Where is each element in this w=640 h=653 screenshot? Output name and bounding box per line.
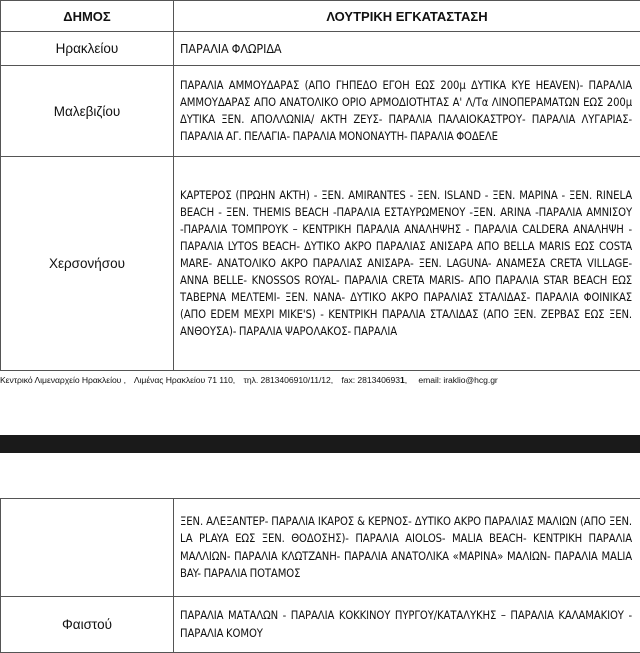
header-municipality: ΔΗΜΟΣ bbox=[1, 1, 174, 32]
table-row bbox=[1, 157, 640, 371]
header-bathing-facility: ΛΟΥΤΡΙΚΗ ΕΓΚΑΤΑΣΤΑΣΗ bbox=[174, 1, 640, 32]
beaches-cell: ΠΑΡΑΛΙΑ ΜΑΤΑΛΩΝ - ΠΑΡΑΛΙΑ ΚΟΚΚΙΝΟΥ ΠΥΡΓΟΥ/ΚΑΤΑΛΥΚΗΣ – ΠΑΡΑΛΙΑ ΚΑΛΑΜΑΚΙΟΥ - ΠΑΡΑΛΙΑ ΚΟΜΟΥ bbox=[174, 597, 640, 653]
table-row bbox=[1, 597, 640, 653]
municipality-cell: Ηρακλείου bbox=[1, 32, 174, 66]
table-row bbox=[1, 66, 640, 157]
municipality-cell bbox=[1, 499, 174, 597]
page-divider bbox=[0, 435, 640, 453]
footer-fax-bold: 1 bbox=[400, 375, 405, 385]
beaches-cell: ΚΑΡΤΕΡΟΣ (ΠΡΩΗΝ ΑΚΤΗ) - ΞΕΝ. AMIRANTES - ΞΕΝ. ISLAND - ΞΕΝ. ΜΑΡΙΝΑ - ΞΕΝ. RINELA BEACH - ΞΕΝ. THEMIS BEACH -ΠΑΡΑΛΙΑ ΕΣΤΑΥΡΩΜΕΝΟΥ -ΞΕΝ. ARINA -ΠΑΡΑΛΙΑ ΑΜΝΙΣΟΥ -ΠΑΡΑΛΙΑ ΤΟΜΠΡΟΥΚ – ΚΕΝΤΡΙΚΗ ΠΑΡΑΛΙΑ ΑΝΑΛΗΨΗΣ - ΠΑΡΑΛΙΑ CALDERA ΑΝΑΛΗΨΗ - ΠΑΡΑΛΙΑ LYTOS BEACH- ΔΥΤΙΚΟ ΑΚΡΟ ΠΑΡΑΛΙΑΣ ΑΝΙΣΑΡΑ ΑΠΟ BELLA MARIS ΕΩΣ COSTA MARE- ΑΝΑΤΟΛΙΚΟ ΑΚΡΟ ΠΑΡΑΛΙΑΣ ΑΝΙΣΑΡΑ- ΞΕΝ. LAGUNA- ΑΝΑΜΕΣΑ CRETA VILLAGE-ANNA BELLE- KNOSSOS ROYAL- ΠΑΡΑΛΙΑ CRETA MARIS- ΑΠΟ ΠΑΡΑΛΙΑ STAR BEACH ΕΩΣ ΤΑΒΕΡΝΑ ΜΕΛΤΕΜΙ- ΞΕΝ. ΝΑΝΑ- ΔΥΤΙΚΟ ΑΚΡΟ ΠΑΡΑΛΙΑΣ ΣΤΑΛΙΔΑΣ- ΠΑΡΑΛΙΑ ΦΟΙΝΙΚΑΣ (ΑΠΟ EDEM ΜΕΧΡΙ MIKE'S) - ΚΕΝΤΡΙΚΗ ΠΑΡΑΛΙΑ ΣΤΑΛΙΔΑΣ (ΑΠΟ ΞΕΝ. ΖΕΡΒΑΣ ΕΩΣ ΞΕΝ. ΑΝΘΟΥΣΑ)- ΠΑΡΑΛΙΑ ΨΑΡΟΛΑΚΟΣ- ΠΑΡΑΛΙΑ bbox=[174, 157, 640, 371]
table-row bbox=[1, 32, 640, 66]
beaches-cell: ΠΑΡΑΛΙΑ ΦΛΩΡΙΔΑ bbox=[174, 32, 640, 66]
beach-table-page2 bbox=[0, 498, 640, 653]
municipality-cell: Χερσονήσου bbox=[1, 157, 174, 371]
table-header-row bbox=[1, 1, 640, 32]
municipality-cell: Φαιστού bbox=[1, 597, 174, 653]
footer-office: Κεντρικό Λιμεναρχείο Ηρακλείου , bbox=[0, 375, 126, 385]
table-row bbox=[1, 499, 640, 597]
municipality-cell: Μαλεβιζίου bbox=[1, 66, 174, 157]
footer-fax bbox=[341, 375, 407, 385]
footer-fax-label: fax: 281340693 bbox=[341, 375, 400, 385]
page-footer bbox=[0, 375, 640, 385]
footer-address: Λιμένας Ηρακλείου 71 110, bbox=[134, 375, 235, 385]
beaches-cell: ΞΕΝ. ΑΛΕΞΑΝΤΕΡ- ΠΑΡΑΛΙΑ ΙΚΑΡΟΣ & ΚΕΡΝΟΣ- ΔΥΤΙΚΟ ΑΚΡΟ ΠΑΡΑΛΙΑΣ ΜΑΛΙΩΝ (ΑΠΟ ΞΕΝ. LA PLAYA ΕΩΣ ΞΕΝ. ΘΟΔΟΣΗΣ)- ΠΑΡΑΛΙΑ AIOLOS- MALIA BEACH- ΚΕΝΤΡΙΚΗ ΠΑΡΑΛΙΑ ΜΑΛΛΙΩΝ- ΠΑΡΑΛΙΑ ΚΛΩΤΖΑΝΗ- ΠΑΡΑΛΙΑ ΑΝΑΤΟΛΙΚΑ «ΜΑΡΙΝΑ» ΜΑΛΙΩΝ- ΠΑΡΑΛΙΑ MALIA BAY- ΠΑΡΑΛΙΑ ΠΟΤΑΜΟΣ bbox=[174, 499, 640, 597]
footer-email: email: iraklio@hcg.gr bbox=[418, 375, 497, 385]
footer-fax-end: , bbox=[405, 375, 407, 385]
footer-phone: τηλ. 2813406910/11/12, bbox=[244, 375, 334, 385]
beaches-cell: ΠΑΡΑΛΙΑ ΑΜΜΟΥΔΑΡΑΣ (ΑΠΟ ΓΗΠΕΔΟ ΕΓΟΗ ΕΩΣ 200μ ΔΥΤΙΚΑ ΚΥΕ HEAVEN)- ΠΑΡΑΛΙΑ ΑΜΜΟΥΔΑΡΑΣ ΑΠΟ ΑΝΑΤΟΛΙΚΟ ΟΡΙΟ ΑΡΜΟΔΙΟΤΗΤΑΣ Α' Λ/Τα ΛΙΝΟΠΕΡΑΜΑΤΩΝ ΕΩΣ 200μ ΔΥΤΙΚΑ ΞΕΝ. ΑΠΟΛΛΩΝΙΑ/ ΑΚΤΗ ΖΕΥΣ- ΠΑΡΑΛΙΑ ΠΑΛΑΙΟΚΑΣΤΡΟΥ- ΠΑΡΑΛΙΑ ΛΥΓΑΡΙΑΣ- ΠΑΡΑΛΙΑ ΑΓ. ΠΕΛΑΓΙΑ- ΠΑΡΑΛΙΑ ΜΟΝΟΝΑΥΤΗ- ΠΑΡΑΛΙΑ ΦΟΔΕΛΕ bbox=[174, 66, 640, 157]
